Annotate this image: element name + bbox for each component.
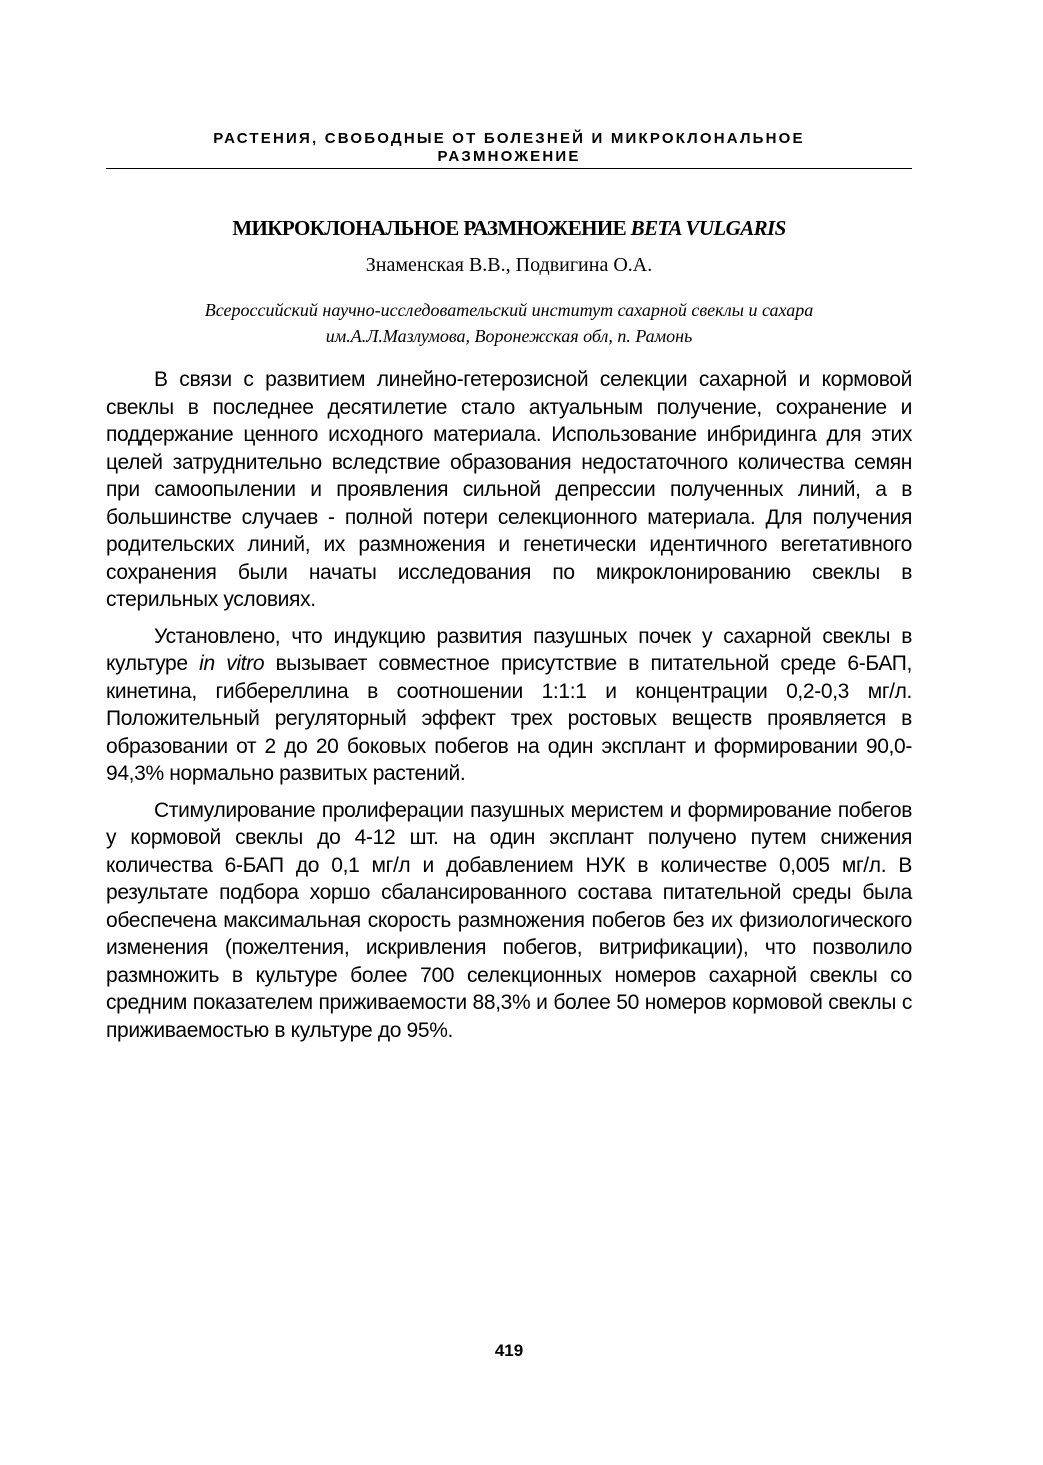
running-header-line1: РАСТЕНИЯ, СВОБОДНЫЕ ОТ БОЛЕЗНЕЙ И МИКРОКЛОНАЛЬНОЕ: [213, 130, 805, 147]
article-body: [106, 366, 912, 1053]
article-title-latin: BETA VULGARIS: [630, 216, 786, 240]
running-header-line2: РАЗМНОЖЕНИЕ: [437, 148, 581, 165]
running-header: [106, 130, 912, 166]
article-affiliation: [106, 297, 912, 349]
paragraph-2-in-vitro: in vitro: [199, 652, 265, 675]
article-title: [106, 214, 912, 242]
page-number: 419: [494, 1341, 524, 1360]
paragraph-2-part1: Установлено, что индукцию развития пазушных почек у сахарной свеклы в культуре: [106, 624, 912, 675]
header-rule: [106, 168, 912, 169]
paragraph-3: Стимулирование пролиферации пазушных меристем и формирование побегов у кормовой свеклы до 4-12 шт. на один эксплант получено путем снижения количества 6-БАП до 0,1 мг/л и добавлением НУК в количестве 0,005 мг/л. В результате подбора хоршо сбалансированного состава питательной среды была обеспечена максимальная скорость размножения побегов без их физиологического изменения (пожелтения, искривления побегов, витрификации), что позволило размножить в культуре более 700 селекционных номеров сахарной свеклы со средним показателем приживаемости 88,3% и более 50 номеров кормовой свеклы с приживаемостью в культуре до 95%.: [106, 798, 912, 1042]
article-authors: Знаменская В.В., Подвигина О.А.: [365, 254, 653, 276]
affiliation-line1: Всероссийский научно-исследовательский институт сахарной свеклы и сахара: [204, 300, 814, 320]
affiliation-line2: им.А.Л.Мазлумова, Воронежская обл, п. Рамонь: [325, 326, 693, 346]
paragraph-1: В связи с развитием линейно-гетерозисной селекции сахарной и кормовой свеклы в последнее десятилетие стало актуальным получение, сохранение и поддержание ценного исходного материала. Использование инбридинга для этих целей затруднительно вследствие образования недостаточного количества семян при самоопылении и проявления сильной депрессии полученных линий, а в большинстве случаев - полной потери селекционного материала. Для получения родительских линий, их размножения и генетически идентичного вегетативного сохранения были начаты исследования по микроклонированию свеклы в стерильных условиях.: [106, 368, 912, 611]
article-title-main: МИКРОКЛОНАЛЬНОЕ РАЗМНОЖЕНИЕ: [232, 216, 626, 240]
paragraph-2: [106, 623, 912, 788]
paragraph-2-part2: вызывает совместное присутствие в питательной среде 6-БАП, кинетина, гиббереллина в соотношении 1:1:1 и концентрации 0,2-0,3 мг/л. Положительный регуляторный эффект трех ростовых веществ проявляется в образовании от 2 до 20 боковых побегов на один эксплант и формировании 90,0-94,3% нормально развитых растений.: [106, 652, 912, 785]
